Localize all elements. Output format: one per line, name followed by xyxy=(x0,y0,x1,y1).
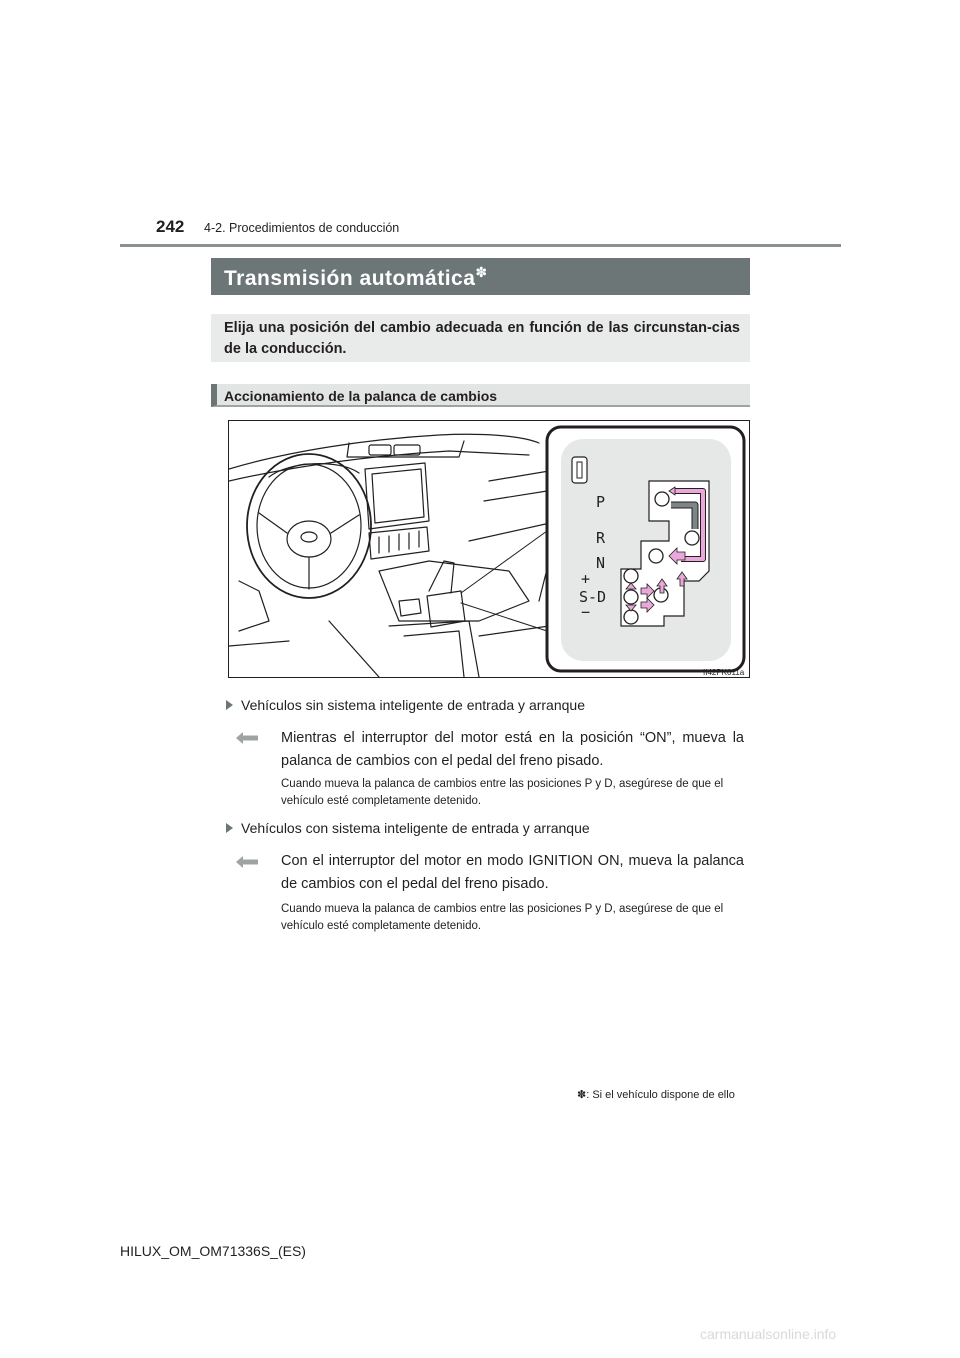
gate-label-sd: S-D xyxy=(579,588,607,606)
section-heading-no-smart-key xyxy=(226,697,585,713)
intro-text: Elija una posición del cambio adecuada en función de las circunstan-cias de la conducción. xyxy=(224,320,740,357)
triangle-bullet-icon xyxy=(226,700,233,710)
section-note: Cuando mueva la palanca de cambios entre las posiciones P y D, asegúrese de que el vehículo esté completamente detenido. xyxy=(281,778,724,807)
gate-label-p: P xyxy=(596,493,606,511)
shift-lever-illustration xyxy=(228,420,750,678)
footnote-asterisk: ✽ xyxy=(577,1089,587,1101)
gate-label-r: R xyxy=(596,529,606,547)
page-title-text: Transmisión automática xyxy=(224,267,476,290)
shift-gate-diagram xyxy=(547,427,744,671)
section-heading-smart-key xyxy=(226,820,590,836)
section-reference: 4-2. Procedimientos de conducción xyxy=(204,221,400,235)
gate-label-plus: + xyxy=(581,570,591,588)
gate-label-minus: − xyxy=(581,603,591,621)
left-arrow-icon xyxy=(236,732,258,744)
left-arrow-icon xyxy=(236,856,258,868)
subheading: Accionamiento de la palanca de cambios xyxy=(224,388,498,404)
page-title xyxy=(224,264,488,291)
triangle-bullet-icon xyxy=(226,823,233,833)
section-note: Cuando mueva la palanca de cambios entre las posiciones P y D, asegúrese de que el vehículo esté completamente detenido. xyxy=(281,903,724,932)
section-body: Mientras el interruptor del motor está en la posición “ON”, mueva la palanca de cambios con el pedal del freno pisado. xyxy=(281,730,744,769)
page-number: 242 xyxy=(156,217,185,236)
footnote-text: : Si el vehículo dispone de ello xyxy=(586,1089,735,1101)
watermark: carmanualsonline.info xyxy=(700,1326,837,1342)
section-heading-text: Vehículos con sistema inteligente de entrada y arranque xyxy=(241,820,590,836)
header-rule xyxy=(120,244,841,247)
section-heading-text: Vehículos sin sistema inteligente de entrada y arranque xyxy=(241,697,585,713)
figure-code: II42PK011a xyxy=(703,668,745,677)
section-body: Con el interruptor del motor en modo IGNITION ON, mueva la palanca de cambios con el pedal del freno pisado. xyxy=(281,853,744,892)
footnote xyxy=(577,1088,735,1101)
cockpit-drawing xyxy=(229,421,749,677)
title-asterisk: ✽ xyxy=(475,264,488,280)
footer-doc-code: HILUX_OM_OM71336S_(ES) xyxy=(120,1243,306,1259)
gate-label-n: N xyxy=(596,554,606,572)
